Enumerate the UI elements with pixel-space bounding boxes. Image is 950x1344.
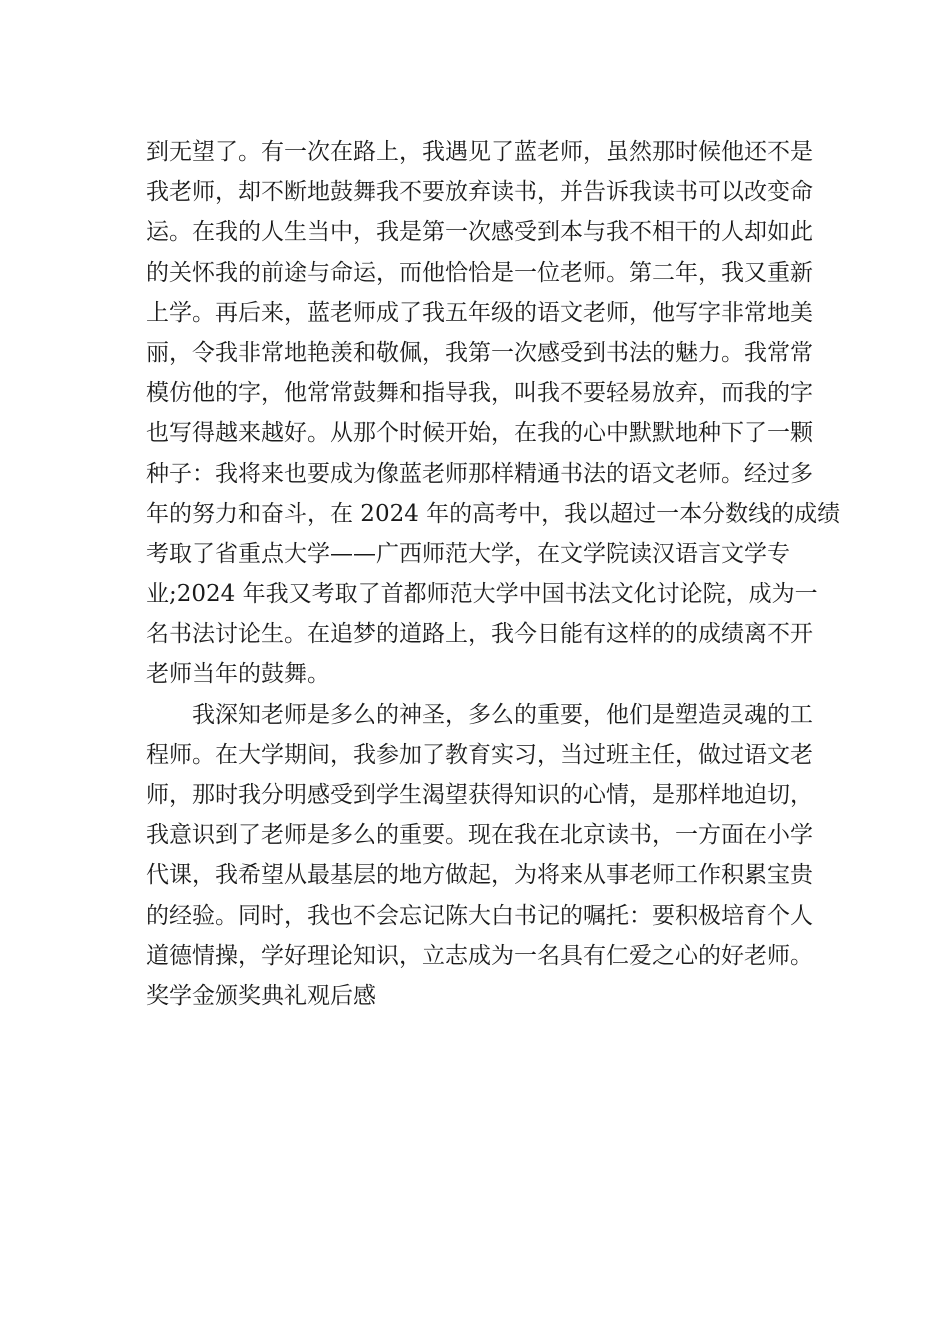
text-line: 模仿他的字，他常常鼓舞和指导我，叫我不要轻易放弃，而我的字 (146, 380, 813, 407)
section-title: 奖学金颁奖典礼观后感 (146, 982, 376, 1009)
text-line: 道德情操，学好理论知识，立志成为一名具有仁爱之心的好老师。 (146, 942, 813, 969)
text-line: 年的努力和奋斗，在 2024 年的高考中，我以超过一本分数线的成绩 (146, 500, 841, 527)
text-line: 代课，我希望从最基层的地方做起，为将来从事老师工作积累宝贵 (146, 862, 813, 889)
text-line: 丽，令我非常地艳羡和敬佩，我第一次感受到书法的魅力。我常常 (146, 339, 813, 366)
text-line: 名书法讨论生。在追梦的道路上，我今日能有这样的的成绩离不开 (146, 621, 813, 648)
text-line: 我意识到了老师是多么的重要。现在我在北京读书，一方面在小学 (146, 822, 813, 849)
paragraph-first-line: 我深知老师是多么的神圣，多么的重要，他们是塑造灵魂的工 (192, 701, 813, 728)
text-line: 程师。在大学期间，我参加了教育实习，当过班主任，做过语文老 (146, 741, 813, 768)
text-line: 上学。再后来，蓝老师成了我五年级的语文老师，他写字非常地美 (146, 299, 813, 326)
text-line: 的经验。同时，我也不会忘记陈大白书记的嘱托：要积极培育个人 (146, 902, 813, 929)
text-line: 到无望了。有一次在路上，我遇见了蓝老师，虽然那时候他还不是 (146, 139, 813, 165)
text-line: 运。在我的人生当中，我是第一次感受到本与我不相干的人却如此 (146, 219, 813, 246)
text-line: 业;2024 年我又考取了首都师范大学中国书法文化讨论院，成为一 (146, 581, 818, 608)
text-line: 师，那时我分明感受到学生渴望获得知识的心情，是那样地迫切， (146, 782, 813, 808)
text-line: 种子：我将来也要成为像蓝老师那样精通书法的语文老师。经过多 (146, 460, 813, 487)
text-line: 的关怀我的前途与命运，而他恰恰是一位老师。第二年，我又重新 (146, 259, 813, 286)
text-line: 老师当年的鼓舞。 (146, 661, 330, 688)
text-line: 考取了省重点大学——广西师范大学，在文学院读汉语言文学专 (146, 540, 790, 567)
text-line: 我老师，却不断地鼓舞我不要放弃读书，并告诉我读书可以改变命 (146, 179, 813, 206)
text-line: 也写得越来越好。从那个时候开始，在我的心中默默地种下了一颗 (146, 420, 813, 447)
document-body (146, 132, 841, 1016)
